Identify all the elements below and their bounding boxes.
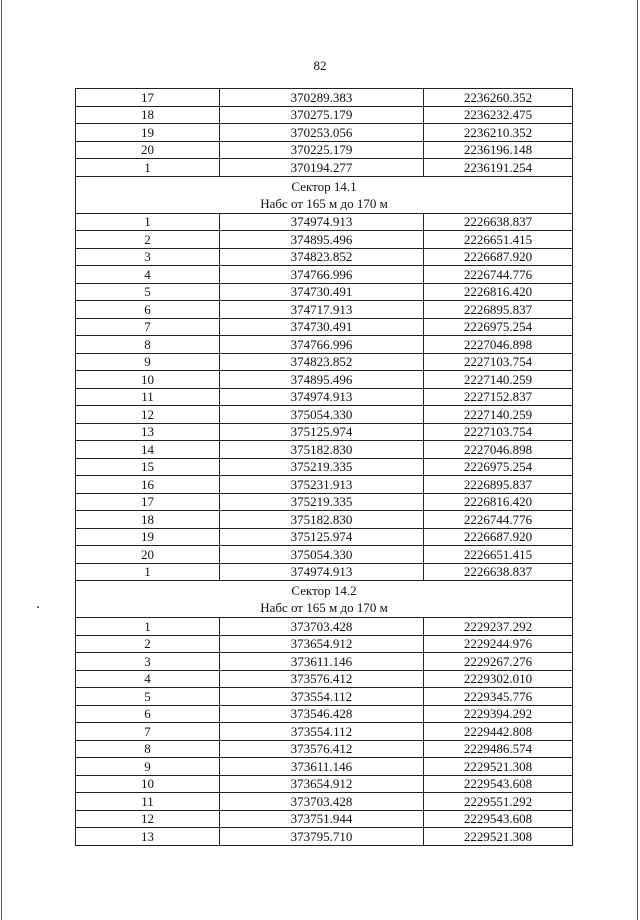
table-row bbox=[76, 441, 573, 459]
point-number-cell: 14 bbox=[76, 441, 220, 459]
point-number-cell: 4 bbox=[76, 266, 220, 284]
x-coordinate-cell: 375054.330 bbox=[220, 406, 424, 424]
point-number-cell: 17 bbox=[76, 493, 220, 511]
y-coordinate-cell: 2236260.352 bbox=[424, 89, 573, 107]
y-coordinate-cell: 2226651.415 bbox=[424, 546, 573, 564]
point-number-cell: 6 bbox=[76, 705, 220, 723]
x-coordinate-cell: 370225.179 bbox=[220, 141, 424, 159]
x-coordinate-cell: 373554.112 bbox=[220, 688, 424, 706]
x-coordinate-cell: 374895.496 bbox=[220, 231, 424, 249]
y-coordinate-cell: 2229442.808 bbox=[424, 723, 573, 741]
x-coordinate-cell: 374766.996 bbox=[220, 266, 424, 284]
table-row bbox=[76, 635, 573, 653]
point-number-cell: 1 bbox=[76, 563, 220, 581]
y-coordinate-cell: 2226975.254 bbox=[424, 318, 573, 336]
page-number: 82 bbox=[313, 58, 327, 73]
point-number-cell: 13 bbox=[76, 828, 220, 846]
y-coordinate-cell: 2229486.574 bbox=[424, 740, 573, 758]
x-coordinate-cell: 375219.335 bbox=[220, 493, 424, 511]
x-coordinate-cell: 375125.974 bbox=[220, 528, 424, 546]
y-coordinate-cell: 2226687.920 bbox=[424, 248, 573, 266]
point-number-cell: 3 bbox=[76, 653, 220, 671]
table-row bbox=[76, 89, 573, 107]
x-coordinate-cell: 375054.330 bbox=[220, 546, 424, 564]
y-coordinate-cell: 2227046.898 bbox=[424, 441, 573, 459]
table-row bbox=[76, 301, 573, 319]
table-row bbox=[76, 618, 573, 636]
y-coordinate-cell: 2229267.276 bbox=[424, 653, 573, 671]
table-row bbox=[76, 775, 573, 793]
y-coordinate-cell: 2236196.148 bbox=[424, 141, 573, 159]
table-row bbox=[76, 458, 573, 476]
y-coordinate-cell: 2226895.837 bbox=[424, 476, 573, 494]
table-row bbox=[76, 740, 573, 758]
sector-title: Сектор 14.1 bbox=[291, 178, 357, 194]
point-number-cell: 8 bbox=[76, 740, 220, 758]
sector-header-row bbox=[76, 581, 573, 618]
point-number-cell: 20 bbox=[76, 546, 220, 564]
table-row bbox=[76, 159, 573, 177]
page-edge-right bbox=[637, 0, 638, 920]
x-coordinate-cell: 375182.830 bbox=[220, 441, 424, 459]
x-coordinate-cell: 373554.112 bbox=[220, 723, 424, 741]
x-coordinate-cell: 375231.913 bbox=[220, 476, 424, 494]
page-edge-left bbox=[1, 0, 2, 920]
point-number-cell: 18 bbox=[76, 511, 220, 529]
point-number-cell: 10 bbox=[76, 371, 220, 389]
table-row bbox=[76, 248, 573, 266]
table-row bbox=[76, 266, 573, 284]
point-number-cell: 4 bbox=[76, 670, 220, 688]
y-coordinate-cell: 2229244.976 bbox=[424, 635, 573, 653]
table-row bbox=[76, 653, 573, 671]
y-coordinate-cell: 2229237.292 bbox=[424, 618, 573, 636]
x-coordinate-cell: 373654.912 bbox=[220, 635, 424, 653]
sector-header-row bbox=[76, 176, 573, 213]
point-number-cell: 1 bbox=[76, 159, 220, 177]
coordinates-table-body bbox=[76, 89, 573, 846]
point-number-cell: 6 bbox=[76, 301, 220, 319]
table-row bbox=[76, 688, 573, 706]
x-coordinate-cell: 374717.913 bbox=[220, 301, 424, 319]
table-row bbox=[76, 528, 573, 546]
table-row bbox=[76, 318, 573, 336]
point-number-cell: 2 bbox=[76, 231, 220, 249]
y-coordinate-cell: 2229345.776 bbox=[424, 688, 573, 706]
table-row bbox=[76, 476, 573, 494]
x-coordinate-cell: 375125.974 bbox=[220, 423, 424, 441]
point-number-cell: 11 bbox=[76, 793, 220, 811]
y-coordinate-cell: 2226744.776 bbox=[424, 266, 573, 284]
point-number-cell: 17 bbox=[76, 89, 220, 107]
table-row bbox=[76, 231, 573, 249]
table-row bbox=[76, 810, 573, 828]
point-number-cell: 16 bbox=[76, 476, 220, 494]
y-coordinate-cell: 2226638.837 bbox=[424, 213, 573, 231]
table-row bbox=[76, 793, 573, 811]
y-coordinate-cell: 2227103.754 bbox=[424, 353, 573, 371]
x-coordinate-cell: 374730.491 bbox=[220, 318, 424, 336]
y-coordinate-cell: 2236191.254 bbox=[424, 159, 573, 177]
table-row bbox=[76, 283, 573, 301]
x-coordinate-cell: 373576.412 bbox=[220, 740, 424, 758]
table-row bbox=[76, 406, 573, 424]
y-coordinate-cell: 2227103.754 bbox=[424, 423, 573, 441]
table-row bbox=[76, 213, 573, 231]
point-number-cell: 11 bbox=[76, 388, 220, 406]
point-number-cell: 7 bbox=[76, 723, 220, 741]
table-row bbox=[76, 563, 573, 581]
sector-subtitle: Набс от 165 м до 170 м bbox=[260, 600, 388, 615]
y-coordinate-cell: 2229551.292 bbox=[424, 793, 573, 811]
x-coordinate-cell: 370275.179 bbox=[220, 106, 424, 124]
x-coordinate-cell: 373654.912 bbox=[220, 775, 424, 793]
x-coordinate-cell: 374974.913 bbox=[220, 388, 424, 406]
table-row bbox=[76, 353, 573, 371]
point-number-cell: 13 bbox=[76, 423, 220, 441]
x-coordinate-cell: 373576.412 bbox=[220, 670, 424, 688]
table-row bbox=[76, 371, 573, 389]
table-row bbox=[76, 124, 573, 142]
table-row bbox=[76, 336, 573, 354]
sector-subtitle: Набс от 165 м до 170 м bbox=[260, 195, 388, 211]
point-number-cell: 9 bbox=[76, 758, 220, 776]
y-coordinate-cell: 2229521.308 bbox=[424, 758, 573, 776]
table-row bbox=[76, 106, 573, 124]
x-coordinate-cell: 374895.496 bbox=[220, 371, 424, 389]
point-number-cell: 2 bbox=[76, 635, 220, 653]
x-coordinate-cell: 374974.913 bbox=[220, 213, 424, 231]
x-coordinate-cell: 374730.491 bbox=[220, 283, 424, 301]
point-number-cell: 10 bbox=[76, 775, 220, 793]
table-row bbox=[76, 511, 573, 529]
x-coordinate-cell: 373703.428 bbox=[220, 793, 424, 811]
x-coordinate-cell: 373611.146 bbox=[220, 653, 424, 671]
table-row bbox=[76, 546, 573, 564]
point-number-cell: 19 bbox=[76, 528, 220, 546]
point-number-cell: 20 bbox=[76, 141, 220, 159]
table-row bbox=[76, 493, 573, 511]
point-number-cell: 1 bbox=[76, 618, 220, 636]
x-coordinate-cell: 370194.277 bbox=[220, 159, 424, 177]
point-number-cell: 18 bbox=[76, 106, 220, 124]
sector-title: Сектор 14.2 bbox=[291, 583, 357, 598]
table-row bbox=[76, 723, 573, 741]
x-coordinate-cell: 373703.428 bbox=[220, 618, 424, 636]
sector-header-cell bbox=[76, 176, 573, 213]
x-coordinate-cell: 373611.146 bbox=[220, 758, 424, 776]
y-coordinate-cell: 2229521.308 bbox=[424, 828, 573, 846]
point-number-cell: 19 bbox=[76, 124, 220, 142]
y-coordinate-cell: 2226651.415 bbox=[424, 231, 573, 249]
y-coordinate-cell: 2226895.837 bbox=[424, 301, 573, 319]
y-coordinate-cell: 2226687.920 bbox=[424, 528, 573, 546]
point-number-cell: 3 bbox=[76, 248, 220, 266]
y-coordinate-cell: 2226744.776 bbox=[424, 511, 573, 529]
y-coordinate-cell: 2229543.608 bbox=[424, 775, 573, 793]
y-coordinate-cell: 2227140.259 bbox=[424, 406, 573, 424]
point-number-cell: 12 bbox=[76, 810, 220, 828]
y-coordinate-cell: 2229394.292 bbox=[424, 705, 573, 723]
sector-header-cell bbox=[76, 581, 573, 618]
table-row bbox=[76, 388, 573, 406]
y-coordinate-cell: 2226816.420 bbox=[424, 493, 573, 511]
table-row bbox=[76, 758, 573, 776]
y-coordinate-cell: 2226638.837 bbox=[424, 563, 573, 581]
scan-speck bbox=[37, 606, 39, 608]
y-coordinate-cell: 2229302.010 bbox=[424, 670, 573, 688]
y-coordinate-cell: 2229543.608 bbox=[424, 810, 573, 828]
point-number-cell: 5 bbox=[76, 688, 220, 706]
y-coordinate-cell: 2236232.475 bbox=[424, 106, 573, 124]
table-row bbox=[76, 670, 573, 688]
point-number-cell: 7 bbox=[76, 318, 220, 336]
point-number-cell: 5 bbox=[76, 283, 220, 301]
table-row bbox=[76, 705, 573, 723]
y-coordinate-cell: 2227046.898 bbox=[424, 336, 573, 354]
point-number-cell: 12 bbox=[76, 406, 220, 424]
x-coordinate-cell: 370289.383 bbox=[220, 89, 424, 107]
coordinates-table bbox=[75, 88, 573, 846]
y-coordinate-cell: 2226975.254 bbox=[424, 458, 573, 476]
point-number-cell: 1 bbox=[76, 213, 220, 231]
x-coordinate-cell: 374823.852 bbox=[220, 353, 424, 371]
x-coordinate-cell: 374766.996 bbox=[220, 336, 424, 354]
table-row bbox=[76, 141, 573, 159]
y-coordinate-cell: 2227152.837 bbox=[424, 388, 573, 406]
point-number-cell: 15 bbox=[76, 458, 220, 476]
x-coordinate-cell: 375182.830 bbox=[220, 511, 424, 529]
table-row bbox=[76, 423, 573, 441]
table-row bbox=[76, 828, 573, 846]
point-number-cell: 9 bbox=[76, 353, 220, 371]
x-coordinate-cell: 370253.056 bbox=[220, 124, 424, 142]
x-coordinate-cell: 373751.944 bbox=[220, 810, 424, 828]
x-coordinate-cell: 374823.852 bbox=[220, 248, 424, 266]
y-coordinate-cell: 2236210.352 bbox=[424, 124, 573, 142]
x-coordinate-cell: 375219.335 bbox=[220, 458, 424, 476]
y-coordinate-cell: 2227140.259 bbox=[424, 371, 573, 389]
x-coordinate-cell: 373546.428 bbox=[220, 705, 424, 723]
y-coordinate-cell: 2226816.420 bbox=[424, 283, 573, 301]
point-number-cell: 8 bbox=[76, 336, 220, 354]
x-coordinate-cell: 373795.710 bbox=[220, 828, 424, 846]
x-coordinate-cell: 374974.913 bbox=[220, 563, 424, 581]
